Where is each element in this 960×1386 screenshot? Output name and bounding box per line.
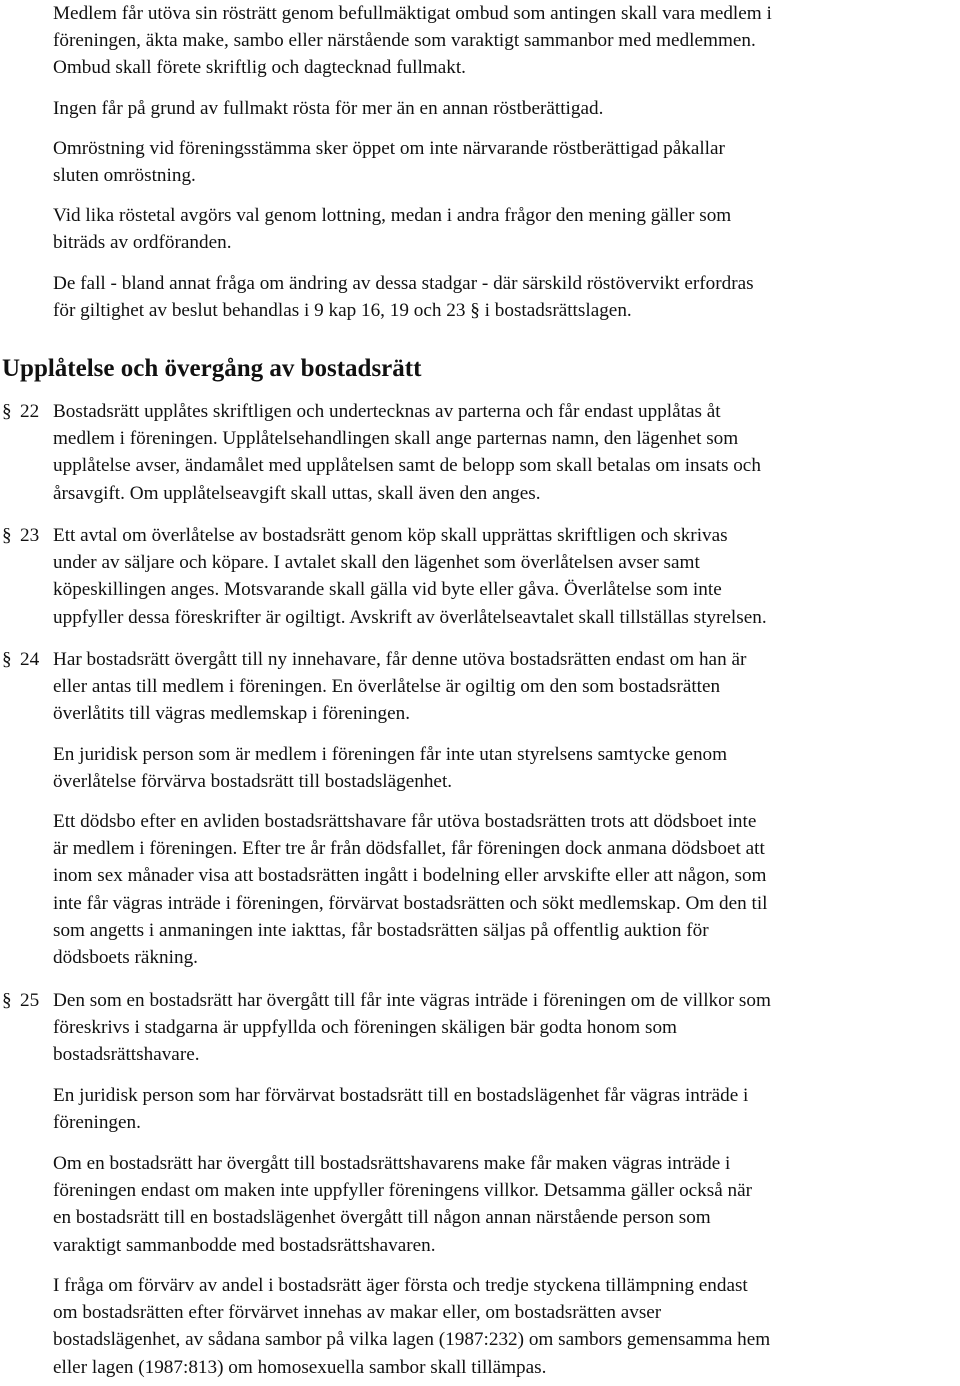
text-line: Omröstning vid föreningsstämma sker öppet om inte närvarande röstberättigad påkallar — [53, 138, 725, 159]
text-line: som angetts i anmaningen inte iakttas, får bostadsrätten säljas på offentlig auktion för — [53, 919, 709, 941]
text-line: De fall - bland annat fråga om ändring av dessa stadgar - där särskild röstövervikt erfordras — [53, 273, 754, 294]
text-line: Ombud skall förete skriftlig och dagtecknad fullmakt. — [53, 57, 466, 79]
section-25-body — [53, 987, 958, 1069]
text-line: biträds av ordföranden. — [53, 232, 232, 254]
text-line: under av säljare och köpare. I avtalet skall den lägenhet som överlåtelsen avser samt — [53, 552, 700, 574]
text-line: varaktigt sammanbodde med bostadsrättshavaren. — [53, 1234, 436, 1256]
text-line: överlåtits till vägras medlemskap i föreningen. — [53, 703, 411, 725]
text-line: är medlem i föreningen. Efter tre år från dödsfallet, får föreningen dock anmana dödsboet att — [53, 838, 765, 860]
text-line: Ett avtal om överlåtelse av bostadsrätt genom köp skall upprättas skriftligen och skrivas — [53, 525, 728, 546]
section-number: 23 — [20, 525, 40, 546]
text-line: En juridisk person som har förvärvat bostadsrätt till en bostadslägenhet får vägras inträde i — [53, 1085, 749, 1106]
text-line: I fråga om förvärv av andel i bostadsrätt äger första och tredje styckena tillämpning endast — [53, 1275, 748, 1296]
paragraph-symbol: § — [2, 990, 12, 1011]
paragraph-proxy-limit — [53, 95, 958, 122]
text-line: dödsboets räkning. — [53, 947, 198, 969]
text-line: föreningen endast om maken inte uppfyller föreningens villkor. Detsamma gäller också när — [53, 1180, 753, 1202]
text-line: sluten omröstning. — [53, 165, 196, 187]
section-24-body — [53, 646, 958, 728]
text-line: bostadsrättshavare. — [53, 1044, 200, 1066]
section-marker-22 — [2, 398, 39, 425]
section-number: 25 — [20, 990, 40, 1011]
text-line: Ingen får på grund av fullmakt rösta för mer än en annan röstberättigad. — [53, 98, 604, 119]
text-line: för giltighet av beslut behandlas i 9 kap 16, 19 och 23 § i bostadsrättslagen. — [53, 300, 632, 322]
section-number: 22 — [20, 401, 40, 422]
section-marker-24 — [2, 646, 39, 673]
text-line: inom sex månader visa att bostadsrätten ingått i bodelning eller arvskifte eller att någon, som — [53, 865, 767, 887]
text-line: föreningen. — [53, 1112, 141, 1134]
text-line: Medlem får utöva sin rösträtt genom befullmäktigat ombud som antingen skall vara medlem i — [53, 3, 772, 24]
section-marker-23 — [2, 522, 39, 549]
text-line: En juridisk person som är medlem i föreningen får inte utan styrelsens samtycke genom — [53, 744, 728, 765]
section-25-paragraph-3 — [53, 1150, 958, 1259]
text-line: eller antas till medlem i föreningen. En överlåtelse är ogiltig om den som bostadsrätten — [53, 676, 721, 698]
text-line: Vid lika röstetal avgörs val genom lottning, medan i andra frågor den mening gäller som — [53, 205, 732, 226]
text-line: medlem i föreningen. Upplåtelsehandlingen skall ange parternas namn, den lägenhet som — [53, 428, 739, 450]
paragraph-symbol: § — [2, 525, 12, 546]
paragraph-proxy-voting — [53, 0, 958, 82]
section-25-paragraph-4 — [53, 1272, 958, 1381]
text-line: Har bostadsrätt övergått till ny innehavare, får denne utöva bostadsrätten endast om han är — [53, 649, 747, 670]
section-23-body — [53, 522, 958, 631]
text-line: köpeskillingen anges. Motsvarande skall gälla vid byte eller gåva. Överlåtelse som inte — [53, 579, 722, 601]
paragraph-symbol: § — [2, 401, 12, 422]
section-22-body — [53, 398, 958, 507]
text-line: Bostadsrätt upplåtes skriftligen och undertecknas av parterna och får endast upplåtas åt — [53, 401, 721, 422]
section-24-paragraph-3 — [53, 808, 958, 971]
text-line: överlåtelse förvärva bostadsrätt till bostadslägenhet. — [53, 771, 453, 793]
paragraph-symbol: § — [2, 649, 12, 670]
text-line: årsavgift. Om upplåtelseavgift skall uttas, skall även den anges. — [53, 482, 541, 504]
section-25-paragraph-2 — [53, 1082, 958, 1136]
text-line: föreskrivs i stadgarna är uppfyllda och föreningen skäligen bär godta honom som — [53, 1017, 677, 1039]
text-line: upplåtelse avser, ändamålet med upplåtelsen samt de belopp som skall betalas om insats och — [53, 455, 761, 477]
section-marker-25 — [2, 987, 39, 1014]
text-line: uppfyller dessa föreskrifter är ogiltigt. Avskrift av överlåtelseavtalet skall tillställas styrelsen. — [53, 606, 767, 628]
text-line: Om en bostadsrätt har övergått till bostadsrättshavarens make får maken vägras inträde i — [53, 1153, 731, 1174]
text-line: bostadslägenhet, av sådana sambor på vilka lagen (1987:232) om sambors gemensamma hem — [53, 1329, 771, 1351]
paragraph-tie-vote — [53, 202, 958, 256]
text-line: eller lagen (1987:813) om homosexuella sambor skall tillämpas. — [53, 1356, 547, 1378]
text-line: föreningen, äkta make, sambo eller närstående som varaktigt sammanbor med medlemmen. — [53, 30, 756, 52]
section-24-paragraph-2 — [53, 741, 958, 795]
text-line: Den som en bostadsrätt har övergått till får inte vägras inträde i föreningen om de villkor som — [53, 990, 771, 1011]
paragraph-special-majority — [53, 270, 958, 324]
text-line: om bostadsrätten efter förvärvet innehas av makar eller, om bostadsrätten avser — [53, 1302, 662, 1324]
text-line: inte får vägras inträde i föreningen, förvärvat bostadsrätten och sökt medlemskap. Om den til — [53, 892, 768, 914]
section-heading: Upplåtelse och övergång av bostadsrätt — [2, 355, 422, 382]
section-number: 24 — [20, 649, 40, 670]
text-line: en bostadsrätt till en bostadslägenhet övergått till någon annan närstående person som — [53, 1207, 711, 1229]
text-line: Ett dödsbo efter en avliden bostadsrättshavare får utöva bostadsrätten trots att dödsboet inte — [53, 811, 757, 832]
paragraph-open-voting — [53, 135, 958, 189]
